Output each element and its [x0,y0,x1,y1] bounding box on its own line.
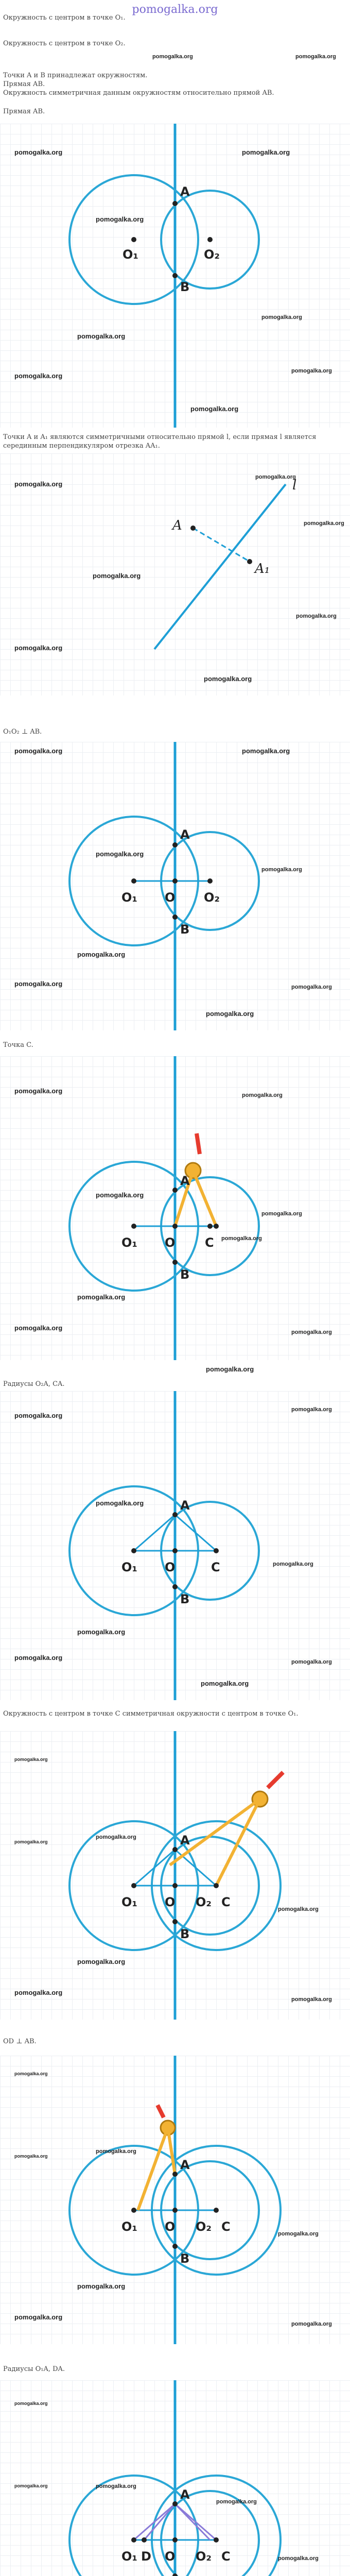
label-a: A [180,1174,190,1188]
watermark: pomogalka.org [96,2483,136,2489]
figure-circle-c-svg [0,1731,350,2020]
watermark: pomogalka.org [242,148,290,156]
figure-ab-svg [0,124,350,428]
label-o1: O₁ [121,1235,137,1250]
label-a: A [180,2158,190,2172]
watermark: pomogalka.org [206,1010,254,1018]
watermark: pomogalka.org [242,1092,283,1098]
watermark: pomogalka.org [291,1996,332,2003]
figure-od [0,2056,350,2344]
label-b: B [180,1592,190,1606]
label-a: A [172,518,182,533]
caption-12: OD ⊥ AB. [3,2038,37,2045]
watermark: pomogalka.org [242,747,290,755]
caption-11: Окружность с центром в точке C симметричная окружности с центром в точке O₁. [3,1710,299,1718]
figure-radii-1 [0,1391,350,1700]
watermark: pomogalka.org [206,1365,254,1373]
label-c: C [211,1560,220,1574]
label-o: O [165,1560,176,1574]
watermark: pomogalka.org [255,474,296,480]
watermark: pomogalka.org [295,54,336,60]
label-a1: A₁ [255,561,270,577]
watermark: pomogalka.org [261,1211,302,1217]
watermark: pomogalka.org [14,2313,63,2321]
watermark: pomogalka.org [273,1561,313,1567]
watermark: pomogalka.org [77,2282,126,2290]
figure-circle-c [0,1731,350,2020]
watermark: pomogalka.org [190,405,239,413]
watermark: pomogalka.org [291,1659,332,1665]
watermark: pomogalka.org [14,2483,48,2488]
figure-ab [0,124,350,428]
label-o1: O₁ [121,2549,137,2564]
label-o1: O₁ [121,1895,137,1909]
caption-1: Окружность с центром в точке O₁. [3,14,126,22]
watermark: pomogalka.org [152,54,193,60]
label-l: l [292,478,297,493]
label-b: B [180,1267,190,1282]
caption-2: Окружность с центром в точке O₂. [3,40,126,47]
watermark: pomogalka.org [96,2148,136,2155]
label-o2: O₂ [204,247,220,262]
watermark: pomogalka.org [14,1989,63,1996]
watermark: pomogalka.org [261,867,302,873]
figure-symmetry [0,453,350,696]
watermark: pomogalka.org [14,747,63,755]
label-b: B [180,1927,190,1941]
watermark: pomogalka.org [14,644,63,652]
figure-o1o2 [0,742,350,1030]
watermark: pomogalka.org [291,368,332,374]
label-c: C [221,1895,231,1909]
label-a: A [180,1833,190,1848]
caption-7: Точки A и A₁ являются симметричными относительно прямой l, если прямая l является серединным перпендикуляром отрезка AA₁. [3,433,317,450]
figure-point-c [0,1056,350,1360]
caption-3: Точки A и B принадлежат окружностям. [3,72,148,79]
figure-radii-2-svg [0,2380,350,2576]
watermark: pomogalka.org [201,1680,249,1687]
label-o2: O₂ [204,890,220,905]
label-o2: O₂ [196,2549,212,2564]
watermark: pomogalka.org [14,148,63,156]
watermark: pomogalka.org [204,675,252,683]
figure-symmetry-svg [0,453,350,696]
label-b: B [180,280,190,294]
watermark: pomogalka.org [14,480,63,488]
label-o2: O₂ [196,2219,212,2234]
label-o1: O₁ [121,1560,137,1574]
watermark: pomogalka.org [278,1906,319,1912]
watermark: pomogalka.org [296,613,337,619]
label-a: A [180,2487,190,2502]
figure-radii-2 [0,2380,350,2576]
watermark: pomogalka.org [96,1191,144,1199]
caption-10: Радиусы O₂A, CA. [3,1380,65,1388]
watermark: pomogalka.org [77,332,126,340]
label-c: C [221,2219,231,2234]
watermark: pomogalka.org [96,850,144,858]
watermark: pomogalka.org [216,2499,257,2505]
watermark: pomogalka.org [77,1958,126,1965]
figure-od-svg [0,2056,350,2344]
watermark: pomogalka.org [278,2231,319,2237]
watermark: pomogalka.org [291,984,332,990]
label-c: C [205,1235,214,1250]
label-c: C [221,2549,231,2564]
watermark: pomogalka.org [14,372,63,380]
label-a: A [180,827,190,842]
watermark: pomogalka.org [14,2071,48,2076]
watermark: pomogalka.org [77,951,126,958]
watermark: pomogalka.org [14,2401,48,2406]
caption-5: Окружность симметричная данным окружностям относительно прямой AB. [3,89,274,97]
label-o: O [165,2549,176,2564]
watermark: pomogalka.org [291,1329,332,1335]
label-o: O [165,890,176,905]
watermark: pomogalka.org [14,2154,48,2159]
label-o: O [165,2219,176,2234]
label-a: A [180,1498,190,1513]
watermark: pomogalka.org [304,520,344,527]
watermark: pomogalka.org [14,980,63,988]
caption-4: Прямая AB. [3,80,45,88]
caption-8: O₁O₂ ⊥ AB. [3,728,42,736]
watermark: pomogalka.org [96,1834,136,1840]
watermark: pomogalka.org [96,215,144,223]
watermark: pomogalka.org [291,1406,332,1413]
caption-13: Радиусы O₁A, DA. [3,2365,65,2373]
label-o: O [165,1895,176,1909]
watermark: pomogalka.org [14,1654,63,1662]
watermark: pomogalka.org [77,1628,126,1636]
label-o1: O₁ [121,2219,137,2234]
watermark: pomogalka.org [14,1412,63,1419]
label-d: D [141,2549,151,2564]
label-o1: O₁ [122,247,138,262]
watermark: pomogalka.org [278,2555,319,2562]
watermark: pomogalka.org [77,1293,126,1301]
label-b: B [180,922,190,937]
watermark: pomogalka.org [14,1757,48,1762]
watermark: pomogalka.org [14,1324,63,1332]
watermark: pomogalka.org [261,314,302,320]
label-o1: O₁ [121,890,137,905]
watermark: pomogalka.org [14,1087,63,1095]
watermark: pomogalka.org [221,1235,262,1242]
label-o: O [165,1235,176,1250]
caption-6: Прямая AB. [3,108,45,115]
watermark: pomogalka.org [96,1499,144,1507]
label-a: A [180,184,190,199]
watermark: pomogalka.org [291,2321,332,2327]
caption-9: Точка C. [3,1041,33,1049]
label-o2: O₂ [196,1895,212,1909]
watermark: pomogalka.org [14,1839,48,1844]
watermark: pomogalka.org [93,572,141,580]
figure-point-c-svg [0,1056,350,1360]
label-b: B [180,2251,190,2266]
site-title[interactable]: pomogalka.org [132,3,218,16]
